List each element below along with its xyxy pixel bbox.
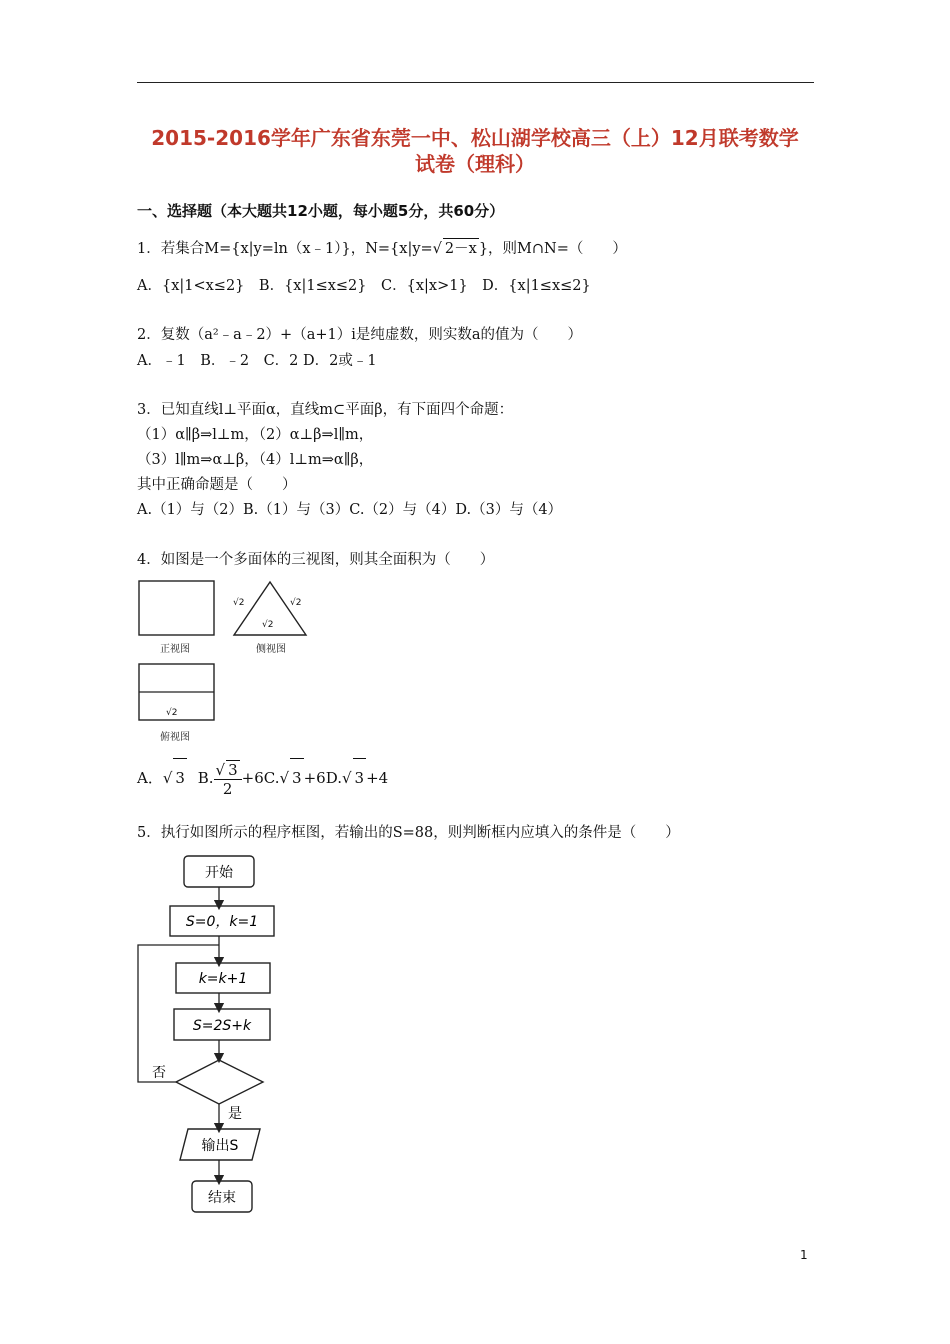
q2-stem: 2．复数（a²﹣a﹣2）+（a+1）i是纯虚数，则实数a的值为（ ）: [137, 327, 583, 343]
q3-propositions-3-4: （3）l∥m⇒α⊥β，（4）l⊥m⇒α∥β，: [137, 452, 374, 468]
top-view-label: √2: [166, 708, 178, 718]
title-line-2: 试卷（理科）: [415, 152, 535, 176]
front-view-rect: [139, 581, 214, 635]
flow-loop-line: [138, 945, 219, 1082]
q4-opt-c-tail: +6: [303, 769, 326, 787]
front-view-caption: 正视图: [160, 644, 190, 655]
q1-stem-a: 1．若集合M={x|y=ln（x﹣1）}，N={x|y=: [137, 241, 433, 257]
section-heading: 一、选择题（本大题共12小题，每小题5分，共60分）: [137, 202, 505, 220]
q4-opt-d-tail: +4: [366, 769, 389, 787]
flow-yes-label: 是: [228, 1106, 242, 1122]
top-view-caption: 俯视图: [160, 732, 190, 743]
q4-options: [137, 758, 388, 798]
flow-start-text: 开始: [205, 865, 233, 881]
q4-opt-b-frac: $\frac{√ 3}{2}$: [214, 760, 242, 798]
flow-step2-text: S=2S+k: [192, 1018, 252, 1034]
side-base-label: √2: [262, 620, 274, 630]
side-view-caption: 侧视图: [256, 644, 286, 655]
q4-opt-c-sqrt: √ 3: [279, 758, 303, 797]
q4-opt-d-sqrt: √ 3: [342, 758, 366, 797]
q3-ask: 其中正确命题是（ ）: [137, 477, 297, 493]
flow-end-text: 结束: [208, 1190, 236, 1206]
header-rule: [137, 82, 814, 83]
side-right-edge-label: √2: [290, 598, 302, 608]
q4-stem: 4．如图是一个多面体的三视图，则其全面积为（ ）: [137, 552, 495, 568]
q4-opt-c-label: C.: [263, 769, 280, 787]
q3-propositions-1-2: （1）α∥β⇒l⊥m，（2）α⊥β⇒l∥m，: [137, 427, 374, 443]
q4-opt-b-label: B.: [197, 769, 214, 787]
q1-stem: [137, 238, 627, 259]
title-line-1: 2015-2016学年广东省东莞一中、松山湖学校高三（上）12月联考数学: [151, 126, 799, 150]
side-left-edge-label: √2: [233, 598, 245, 608]
page-number: 1: [800, 1248, 808, 1262]
q4-opt-b-tail: +6: [241, 769, 264, 787]
q4-opt-a-sqrt: √ 3: [163, 758, 187, 797]
flow-no-label: 否: [152, 1065, 166, 1081]
q4-opt-a-label: A．: [137, 769, 163, 787]
q2-options: A．﹣1 B．﹣2 C．2 D．2或﹣1: [137, 353, 377, 369]
flow-output-text: 输出S: [201, 1138, 239, 1154]
q1-radicand: 2－x: [443, 238, 479, 259]
q1-sqrt: √ 2－x: [433, 238, 479, 259]
q5-stem: 5．执行如图所示的程序框图，若输出的S=88，则判断框内应填入的条件是（ ）: [137, 825, 680, 841]
q1-stem-b: }，则M∩N=（ ）: [478, 241, 627, 257]
q1-options: A．{x|1<x≤2} B．{x|1≤x≤2} C．{x|x>1} D．{x|1≤x≤2}: [137, 278, 591, 294]
q4-opt-d-label: D.: [325, 769, 342, 787]
flowchart: [130, 850, 290, 1220]
flow-init-text: S=0，k=1: [185, 914, 259, 930]
q3-options: A.（1）与（2）B.（1）与（3）C.（2）与（4）D.（3）与（4）: [137, 502, 563, 518]
q3-stem: 3．已知直线l⊥平面α，直线m⊂平面β，有下面四个命题：: [137, 402, 514, 418]
flow-step1-text: k=k+1: [198, 971, 248, 987]
flow-decision-diamond: [176, 1060, 263, 1104]
